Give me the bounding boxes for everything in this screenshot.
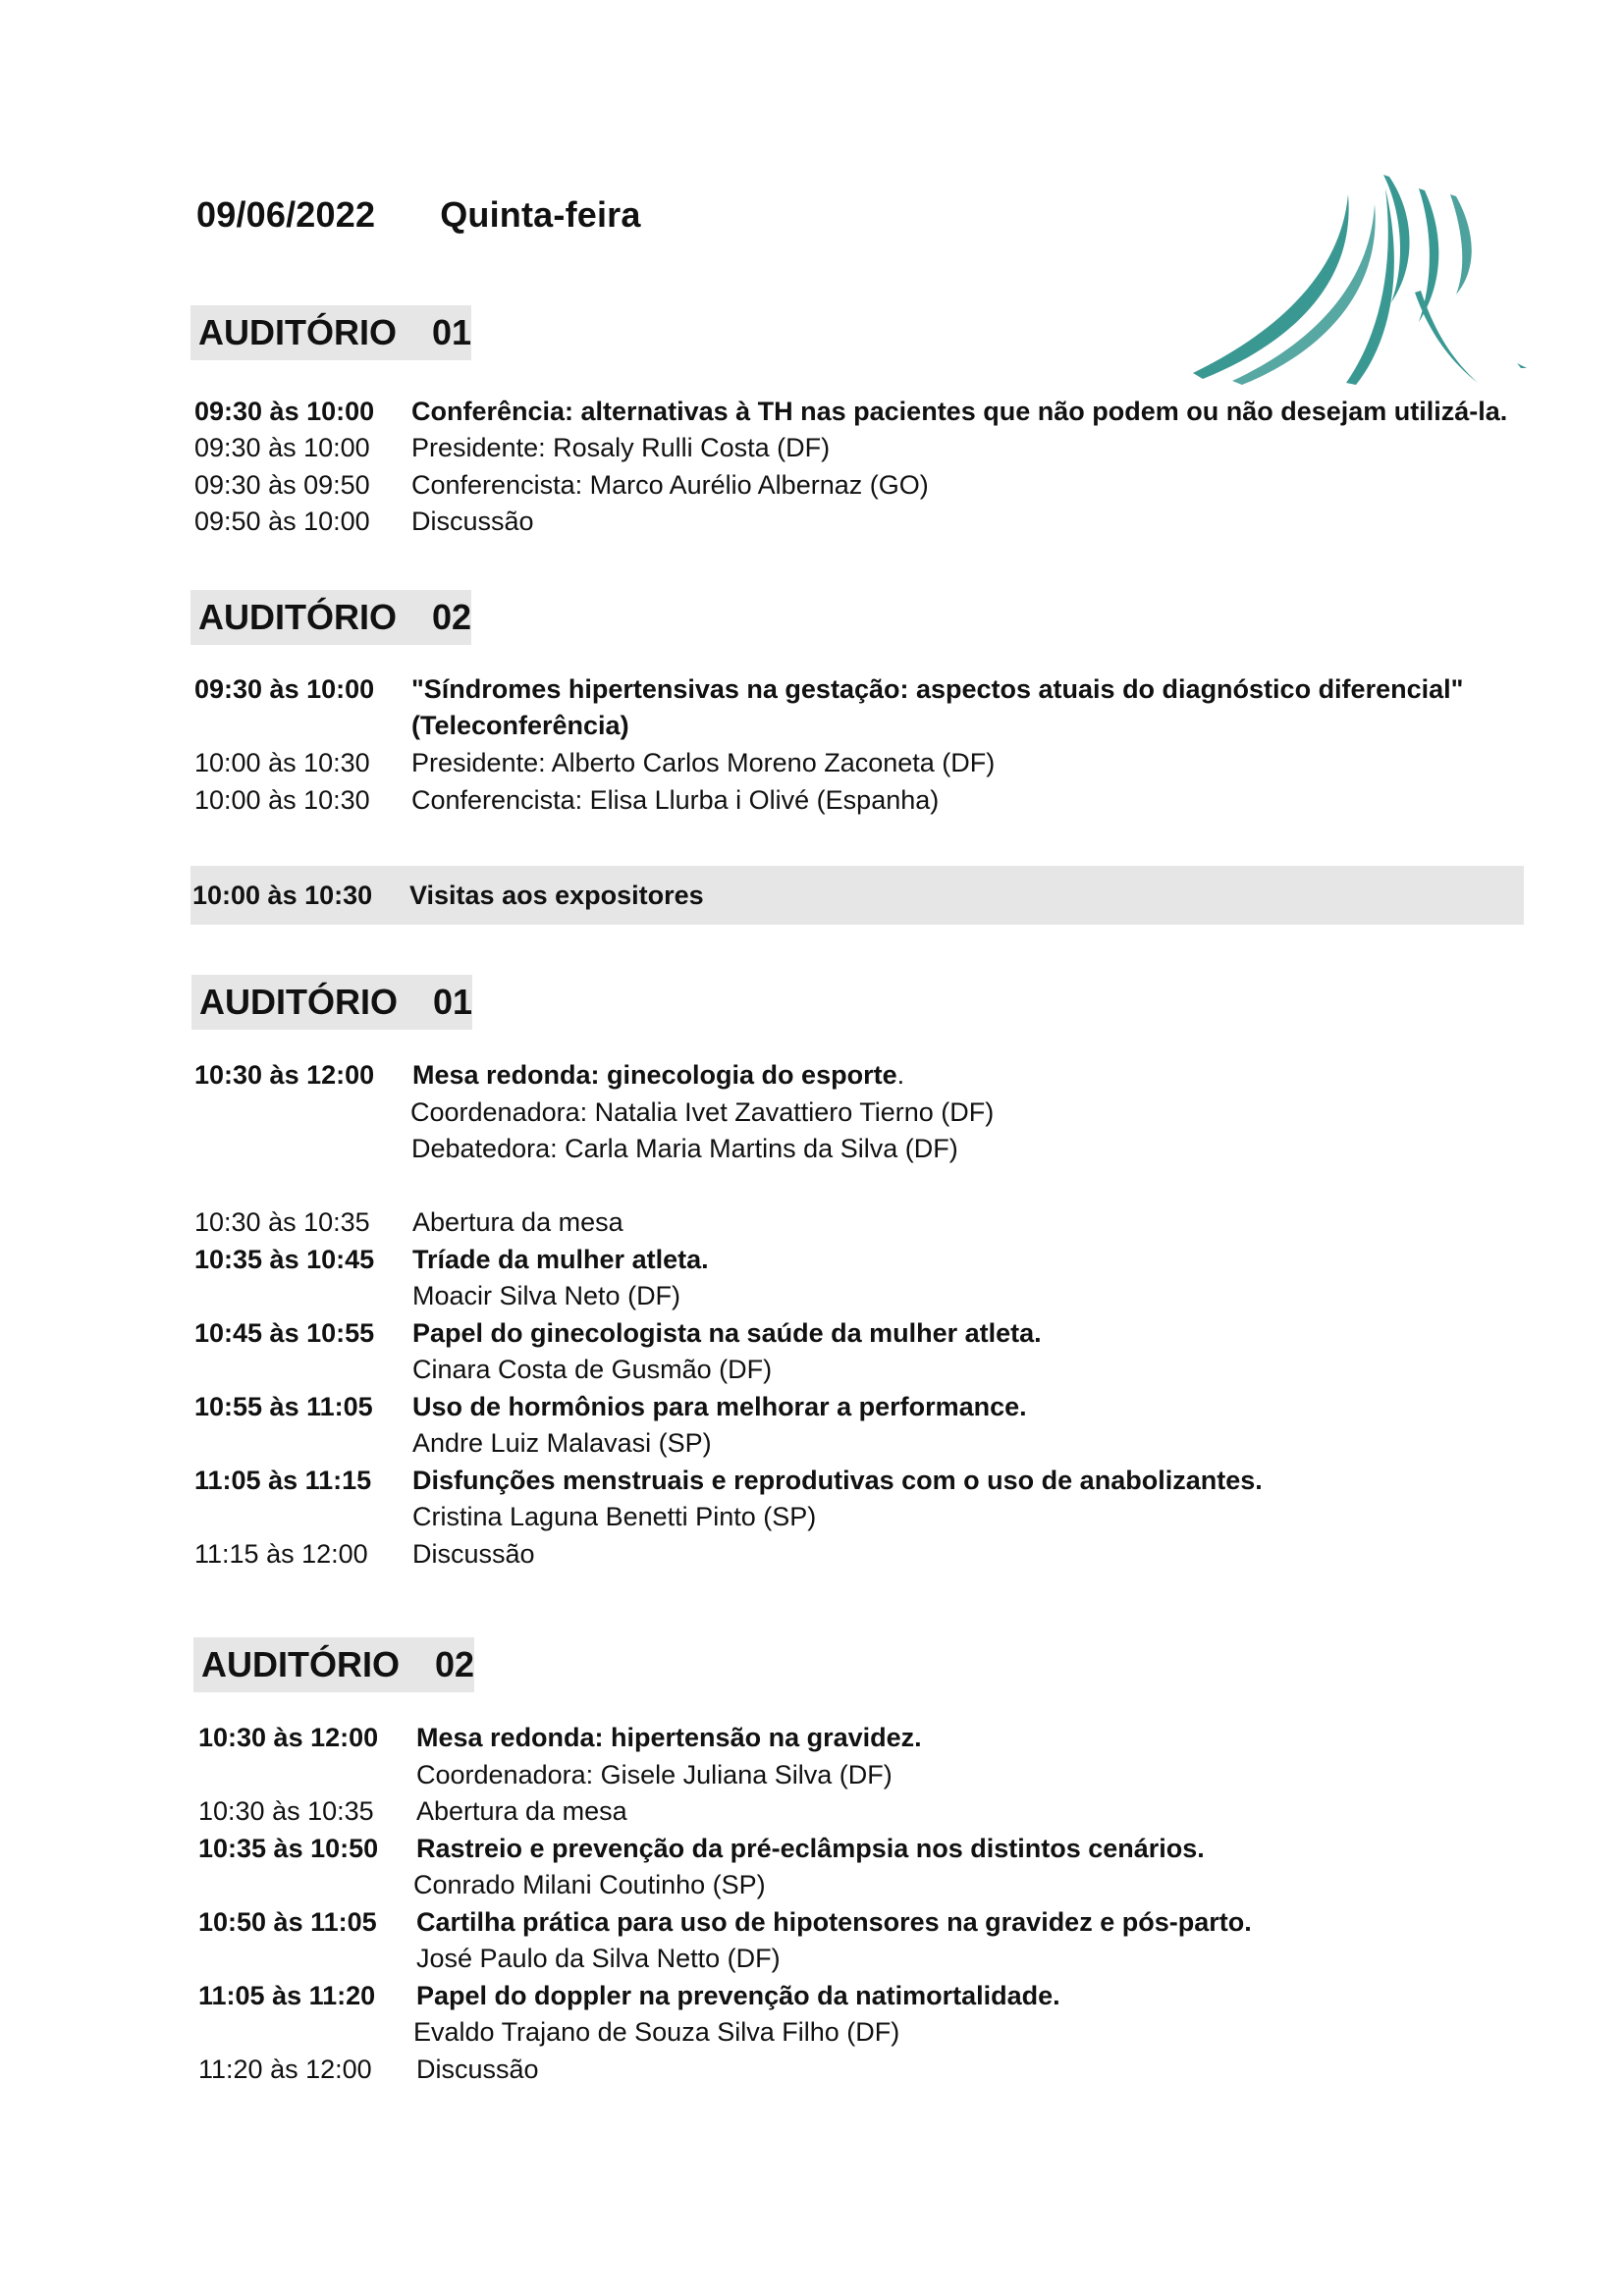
section-4-room-header: AUDITÓRIO 02 [193, 1637, 474, 1692]
stylized-columns-logo-icon [1193, 175, 1527, 391]
page-header [196, 194, 641, 236]
section-3-room-header: AUDITÓRIO 01 [191, 975, 472, 1030]
break-bar: 10:00 às 10:30 Visitas aos expositores [190, 866, 1524, 925]
section-2-room-header: AUDITÓRIO 02 [190, 590, 471, 645]
weekday: Quinta-feira [440, 194, 641, 235]
date: 09/06/2022 [196, 194, 376, 235]
section-1-room-header: AUDITÓRIO 01 [190, 305, 471, 360]
